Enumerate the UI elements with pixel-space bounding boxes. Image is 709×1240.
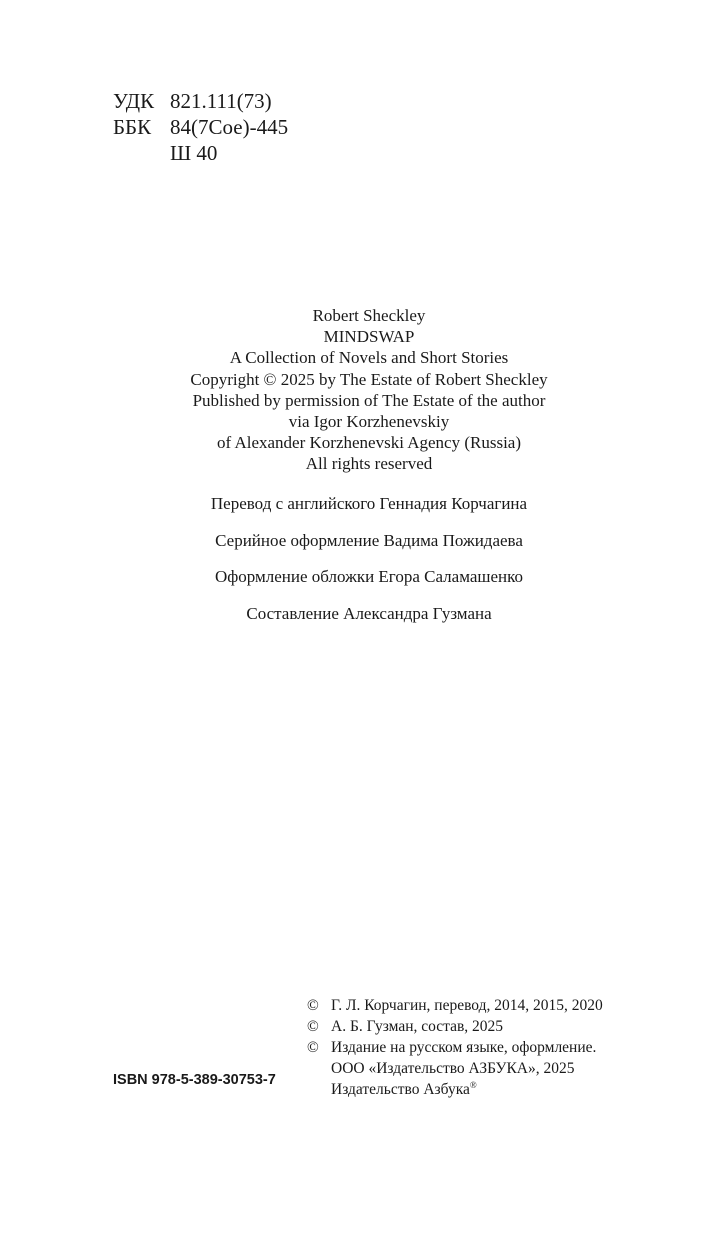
author-mark-row <box>113 140 288 166</box>
registered-mark: ® <box>469 1079 477 1090</box>
permission-line: Published by permission of The Estate of the author <box>192 390 546 410</box>
copyright-translation <box>307 995 603 1016</box>
isbn: ISBN 978-5-389-30753-7 <box>113 1072 276 1088</box>
copyright-translation-text: Г. Л. Корчагин, перевод, 2014, 2015, 2020 <box>331 997 603 1014</box>
copyright-compilation-text: А. Б. Гузман, состав, 2025 <box>331 1018 504 1035</box>
copyright-sign: © <box>307 997 319 1014</box>
copyright-edition <box>307 1037 603 1058</box>
series-design-credit: Серийное оформление Вадима Пожидаева <box>215 530 523 550</box>
udk-label: УДК <box>113 89 155 113</box>
translator-credit: Перевод с английского Геннадия Корчагина <box>210 494 528 513</box>
copyright-sign: © <box>307 1018 319 1035</box>
copyright-compilation <box>307 1016 603 1037</box>
original-credits <box>0 305 709 475</box>
author-mark: Ш 40 <box>170 141 218 165</box>
author-name: Robert Sheckley <box>312 306 426 325</box>
bbk-row <box>113 114 288 140</box>
copyright-publisher-company <box>307 1058 603 1079</box>
copyright-notices <box>307 995 603 1100</box>
agent-line: via Igor Korzhenevskiy <box>288 412 450 432</box>
copyright-sign: © <box>307 1039 319 1056</box>
bbk-label: ББК <box>113 115 152 139</box>
cover-design-credit: Оформление обложки Егора Саламашенко <box>214 567 524 586</box>
bbk-value: 84(7Сое)-445 <box>170 115 289 139</box>
udk-value: 821.111(73) <box>170 89 272 113</box>
contributors-block <box>0 489 709 635</box>
copyright-edition-text: Издание на русском языке, оформление. <box>331 1039 597 1056</box>
udk-row <box>113 88 288 114</box>
publisher-company-text: ООО «Издательство АЗБУКА», 2025 <box>331 1060 575 1077</box>
agency-line: of Alexander Korzhenevski Agency (Russia) <box>216 433 522 453</box>
imprint-name: Издательство Азбука <box>331 1081 470 1098</box>
compiler-credit: Составление Александра Гузмана <box>246 603 492 623</box>
rights-line: All rights reserved <box>305 454 433 474</box>
original-title: MINDSWAP <box>323 327 415 347</box>
copyright-imprint <box>307 1079 603 1100</box>
collection-subtitle: A Collection of Novels and Short Stories <box>229 348 509 368</box>
copyright-line: Copyright © 2025 by The Estate of Robert Sheckley <box>190 369 548 389</box>
classification-block <box>113 88 288 166</box>
